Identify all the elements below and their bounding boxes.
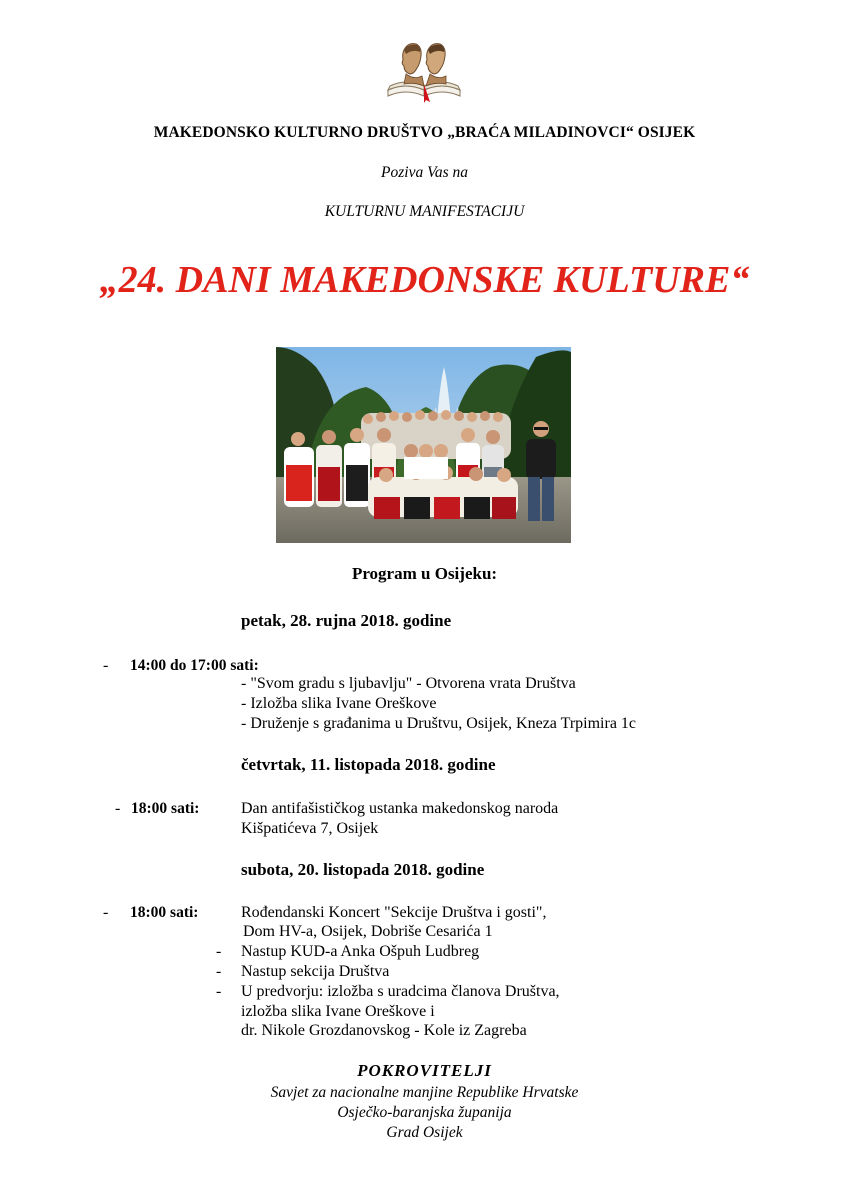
program-heading: Program u Osijeku: [351,564,498,583]
event-item: izložba slika Ivane Oreškove i [241,1003,435,1020]
event-item: - Druženje s građanima u Društvu, Osijek, Kneza Trpimira 1c [241,715,637,732]
bullet-dash: - [103,904,109,921]
event-item: dr. Nikole Grozdanovskog - Kole iz Zagreba [241,1022,527,1039]
bullet-dash: - [216,963,222,980]
sponsors-heading: POKROVITELJI [357,1061,492,1080]
sponsor-item: Grad Osijek [386,1124,463,1141]
event-item: Rođendanski Koncert "Sekcije Društva i gosti", [241,904,547,921]
bullet-dash: - [216,943,222,960]
bullet-dash: - [103,657,109,674]
invitation-text: Poziva Vas na [381,164,468,181]
two-portraits-on-open-book-icon [384,40,464,104]
event-time: 18:00 sati: [131,800,200,817]
sponsor-item: Savjet za nacionalne manjine Republike Hrvatske [270,1084,579,1101]
day-date: subota, 20. listopada 2018. godine [241,860,485,879]
ensemble-photo [276,347,571,543]
event-item: Dan antifašističkog ustanka makedonskog naroda [241,800,559,817]
sponsor-item: Osječko-baranjska županija [337,1104,512,1121]
event-item: - Izložba slika Ivane Oreškove [241,695,437,712]
event-time: 18:00 sati: [130,904,199,921]
folk-ensemble-group-photo [276,347,571,543]
bullet-dash: - [216,983,222,1000]
event-item: Nastup sekcija Društva [241,963,390,980]
event-time: 14:00 do 17:00 sati: [130,657,259,674]
day-date: petak, 28. rujna 2018. godine [241,611,452,630]
event-item: - "Svom gradu s ljubavlju" - Otvorena vrata Društva [241,675,576,692]
day-date: četvrtak, 11. listopada 2018. godine [241,755,496,774]
society-logo [384,40,464,104]
bullet-dash: - [115,800,121,817]
event-item: Nastup KUD-a Anka Ošpuh Ludbreg [241,943,480,960]
event-item: U predvorju: izložba s uradcima članova Društva, [241,983,560,1000]
event-item: Dom HV-a, Osijek, Dobriše Cesarića 1 [243,923,493,940]
event-title: „24. DANI MAKEDONSKE KULTURE“ [99,259,750,301]
manifestation-label: KULTURNU MANIFESTACIJU [324,203,525,220]
event-item: Kišpatićeva 7, Osijek [241,820,379,837]
organization-name: MAKEDONSKO KULTURNO DRUŠTVO „BRAĆA MILADINOVCI“ OSIJEK [153,124,696,141]
